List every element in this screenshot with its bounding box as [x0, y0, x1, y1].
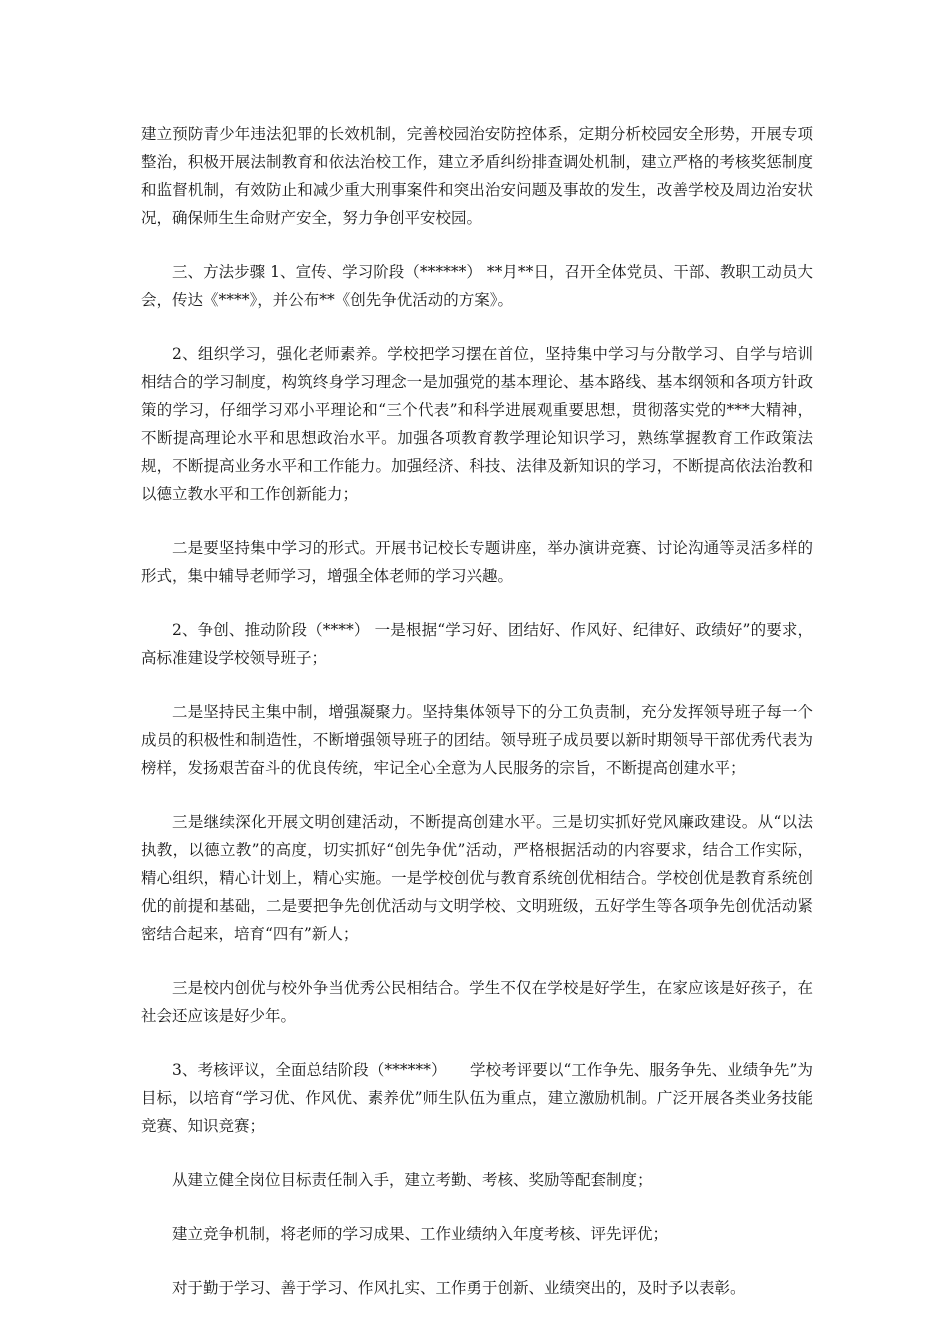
paragraph-citizen-combination: 三是校内创优与校外争当优秀公民相结合。学生不仅在学校是好学生，在家应该是好孩子，在社会还应该是好少年。 — [141, 979, 813, 1025]
paragraph-commendation: 对于勤于学习、善于学习、作风扎实、工作勇于创新、业绩突出的，及时予以表彰。 — [172, 1279, 746, 1297]
paragraph-civilization-creation: 三是继续深化开展文明创建活动，不断提高创建水平。三是切实抓好党风廉政建设。从“以法执教，以德立教”的高度，切实抓好“创先争优”活动，严格根据活动的内容要求，结合工作实际，精心组织，精心计划上，精心实施。一是学校创优与教育系统创优相结合。学校创优是教育系统创优的前提和基础，二是要把争先创优活动与文明学校、文明班级，五好学生等各项争先创优活动紧密结合起来，培育“四有”新人； — [141, 813, 813, 943]
paragraph-method-steps: 三、方法步骤 1、宣传、学习阶段（******） **月**日，召开全体党员、干部、教职工动员大会，传达《****》，并公布**《创先争优活动的方案》。 — [141, 263, 813, 309]
paragraph-democratic-centralism: 二是坚持民主集中制，增强凝聚力。坚持集体领导下的分工负责制，充分发挥领导班子每一个成员的积极性和制造性，不断增强领导班子的团结。领导班子成员要以新时期领导干部优秀代表为榜样，发扬艰苦奋斗的优良传统，牢记全心全意为人民服务的宗旨，不断提高创建水平； — [141, 703, 813, 777]
paragraph-safety-mechanism: 建立预防青少年违法犯罪的长效机制，完善校园治安防控体系，定期分析校园安全形势，开展专项整治，积极开展法制教育和依法治校工作，建立矛盾纠纷排查调处机制，建立严格的考核奖惩制度和监督机制，有效防止和减少重大刑事案件和突出治安问题及事故的发生，改善学校及周边治安状况，确保师生生命财产安全，努力争创平安校园。 — [141, 125, 813, 227]
paragraph-organize-study: 2、组织学习，强化老师素养。学校把学习摆在首位，坚持集中学习与分散学习、自学与培训相结合的学习制度，构筑终身学习理念一是加强党的基本理论、基本路线、基本纲领和各项方针政策的学习，仔细学习邓小平理论和“三个代表”和科学进展观重要思想，贯彻落实党的***大精神，不断提高理论水平和思想政治水平。加强各项教育教学理论知识学习，熟练掌握教育工作政策法规，不断提高业务水平和工作能力。加强经济、科技、法律及新知识的学习，不断提高依法治教和以德立教水平和工作创新能力； — [141, 345, 813, 503]
paragraph-promotion-stage: 2、争创、推动阶段（****） 一是根据“学习好、团结好、作风好、纪律好、政绩好”的要求，高标准建设学校领导班子； — [141, 621, 813, 667]
paragraph-responsibility-system: 从建立健全岗位目标责任制入手，建立考勤、考核、奖励等配套制度； — [172, 1171, 653, 1189]
paragraph-assessment-stage: 3、考核评议，全面总结阶段（******） 学校考评要以“工作争先、服务争先、业绩争先”为目标，以培育“学习优、作风优、素养优”师生队伍为重点，建立激励机制。广泛开展各类业务技能竞赛、知识竞赛； — [141, 1061, 813, 1135]
document-body — [141, 120, 813, 1328]
paragraph-competition-mechanism: 建立竞争机制，将老师的学习成果、工作业绩纳入年度考核、评先评优； — [172, 1225, 669, 1243]
paragraph-centralized-study: 二是要坚持集中学习的形式。开展书记校长专题讲座，举办演讲竞赛、讨论沟通等灵活多样的形式，集中辅导老师学习，增强全体老师的学习兴趣。 — [141, 539, 813, 585]
